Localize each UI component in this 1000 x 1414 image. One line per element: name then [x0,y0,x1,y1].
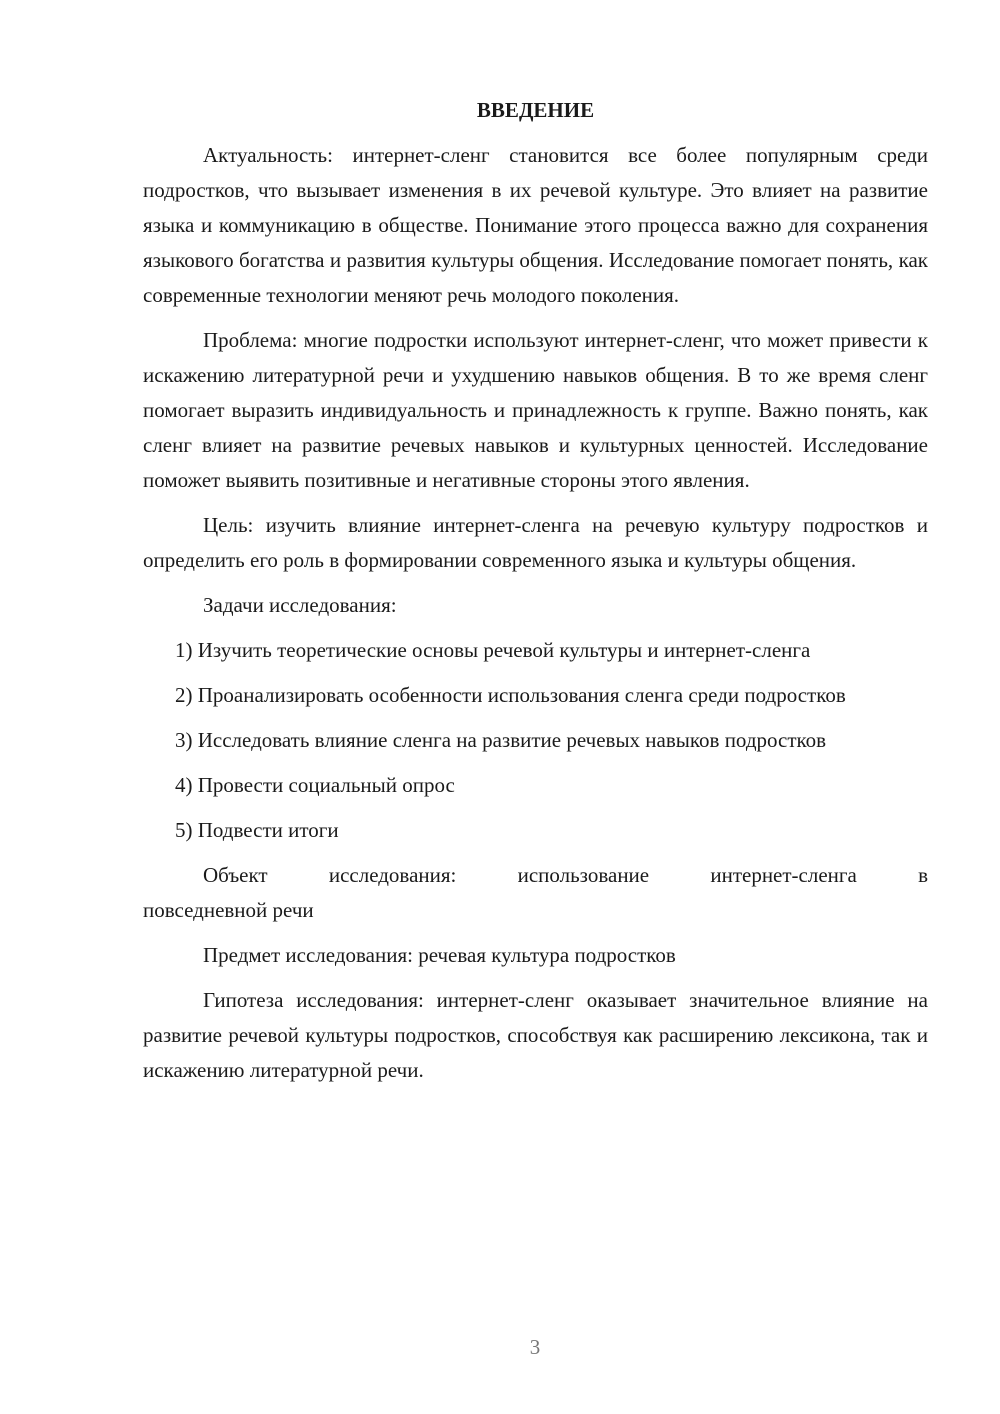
tasks-heading: Задачи исследования: [203,593,397,617]
subject-paragraph: Предмет исследования: речевая культура подростков [203,943,676,967]
task-item-4: 4) Провести социальный опрос [175,773,455,797]
object-line-1: Объект исследования: использование интернет-сленга в [203,863,928,887]
task-item-1: 1) Изучить теоретические основы речевой культуры и интернет-сленга [175,638,811,662]
page-number: 3 [529,1335,541,1359]
task-item-3: 3) Исследовать влияние сленга на развитие речевых навыков подростков [175,728,827,752]
task-item-5: 5) Подвести итоги [175,818,339,842]
object-line-2: повседневной речи [143,898,314,922]
problem-paragraph: Проблема: многие подростки используют интернет-сленг, что может привести к искажению литературной речи и ухудшению навыков общения. В то же время сленг помогает выразить индивидуальность и принадлежность к группе. Важно понять, как сленг влияет на развитие речевых навыков и культурных ценностей. Исследование поможет выявить позитивные и негативные стороны этого явления. [143,328,928,492]
relevance-paragraph: Актуальность: интернет-сленг становится все более популярным среди подростков, что вызывает изменения в их речевой культуре. Это влияет на развитие языка и коммуникацию в обществе. Понимание этого процесса важно для сохранения языкового богатства и развития культуры общения. Исследование помогает понять, как современные технологии меняют речь молодого поколения. [143,143,928,307]
goal-paragraph: Цель: изучить влияние интернет-сленга на речевую культуру подростков и определить его роль в формировании современного языка и культуры общения. [143,513,928,572]
task-item-2: 2) Проанализировать особенности использования сленга среди подростков [175,683,846,707]
section-title: ВВЕДЕНИЕ [476,98,595,122]
hypothesis-paragraph: Гипотеза исследования: интернет-сленг оказывает значительное влияние на развитие речевой культуры подростков, способствуя как расширению лексикона, так и искажению литературной речи. [143,988,928,1082]
document-body [143,93,928,1088]
object-paragraph [143,858,928,928]
